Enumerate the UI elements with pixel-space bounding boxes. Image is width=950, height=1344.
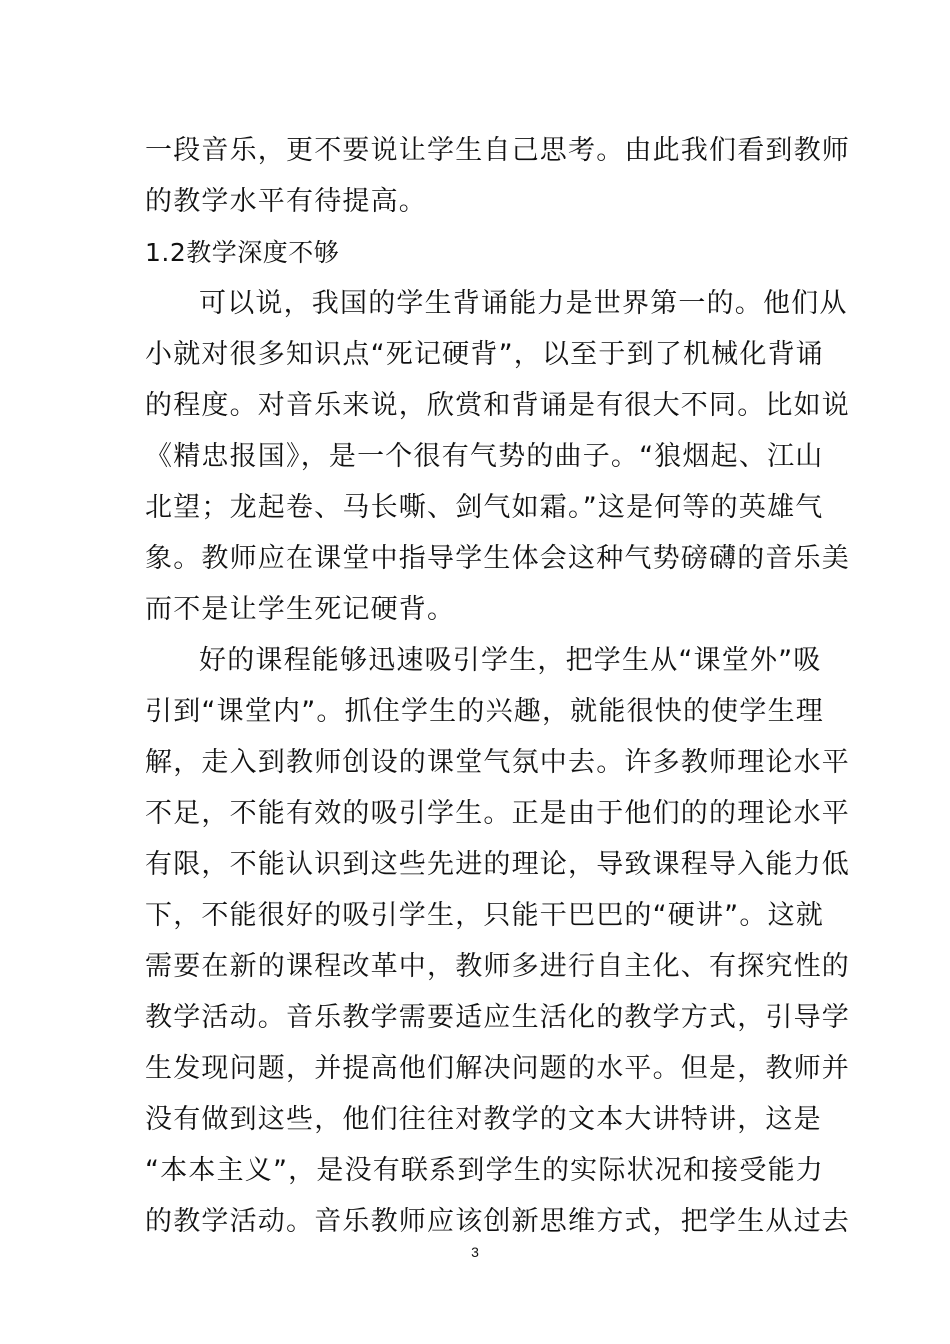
section-heading: 1.2教学深度不够 <box>145 238 340 267</box>
text-line: 教学活动。音乐教学需要适应生活化的教学方式，引导学 <box>145 1002 850 1033</box>
text-line: 的教学活动。音乐教师应该创新思维方式，把学生从过去 <box>145 1206 850 1237</box>
text-line: 下，不能很好的吸引学生，只能干巴巴的“硬讲”。这就 <box>145 900 824 931</box>
text-line: “本本主义”，是没有联系到学生的实际状况和接受能力 <box>145 1155 824 1186</box>
text-line: 北望；龙起卷、马长嘶、剑气如霜。”这是何等的英雄气 <box>145 492 824 523</box>
text-line: 的程度。对音乐来说，欣赏和背诵是有很大不同。比如说 <box>145 390 850 421</box>
text-line: 而不是让学生死记硬背。 <box>145 594 456 625</box>
text-line: 有限，不能认识到这些先进的理论，导致课程导入能力低 <box>145 849 850 880</box>
text-line: 生发现问题，并提高他们解决问题的水平。但是，教师并 <box>145 1053 850 1084</box>
text-line: 象。教师应在课堂中指导学生体会这种气势磅礴的音乐美 <box>145 543 850 574</box>
text-line: 没有做到这些，他们往往对教学的文本大讲特讲，这是 <box>145 1104 822 1135</box>
text-line: 好的课程能够迅速吸引学生，把学生从“课堂外”吸 <box>199 645 822 676</box>
page-number: 3 <box>471 1244 479 1260</box>
text-line: 不足，不能有效的吸引学生。正是由于他们的的理论水平 <box>145 798 850 829</box>
text-line: 需要在新的课程改革中，教师多进行自主化、有探究性的 <box>145 951 850 982</box>
text-line: 一段音乐，更不要说让学生自己思考。由此我们看到教师 <box>145 135 850 166</box>
text-line: 解，走入到教师创设的课堂气氛中去。许多教师理论水平 <box>145 747 850 778</box>
text-line: 小就对很多知识点“死记硬背”，以至于到了机械化背诵 <box>145 339 824 370</box>
text-line: 可以说，我国的学生背诵能力是世界第一的。他们从 <box>199 288 848 319</box>
text-line: 引到“课堂内”。抓住学生的兴趣，就能很快的使学生理 <box>145 696 824 727</box>
text-line: 《精忠报国》，是一个很有气势的曲子。“狼烟起、江山 <box>145 441 824 472</box>
text-line: 的教学水平有待提高。 <box>145 186 427 217</box>
